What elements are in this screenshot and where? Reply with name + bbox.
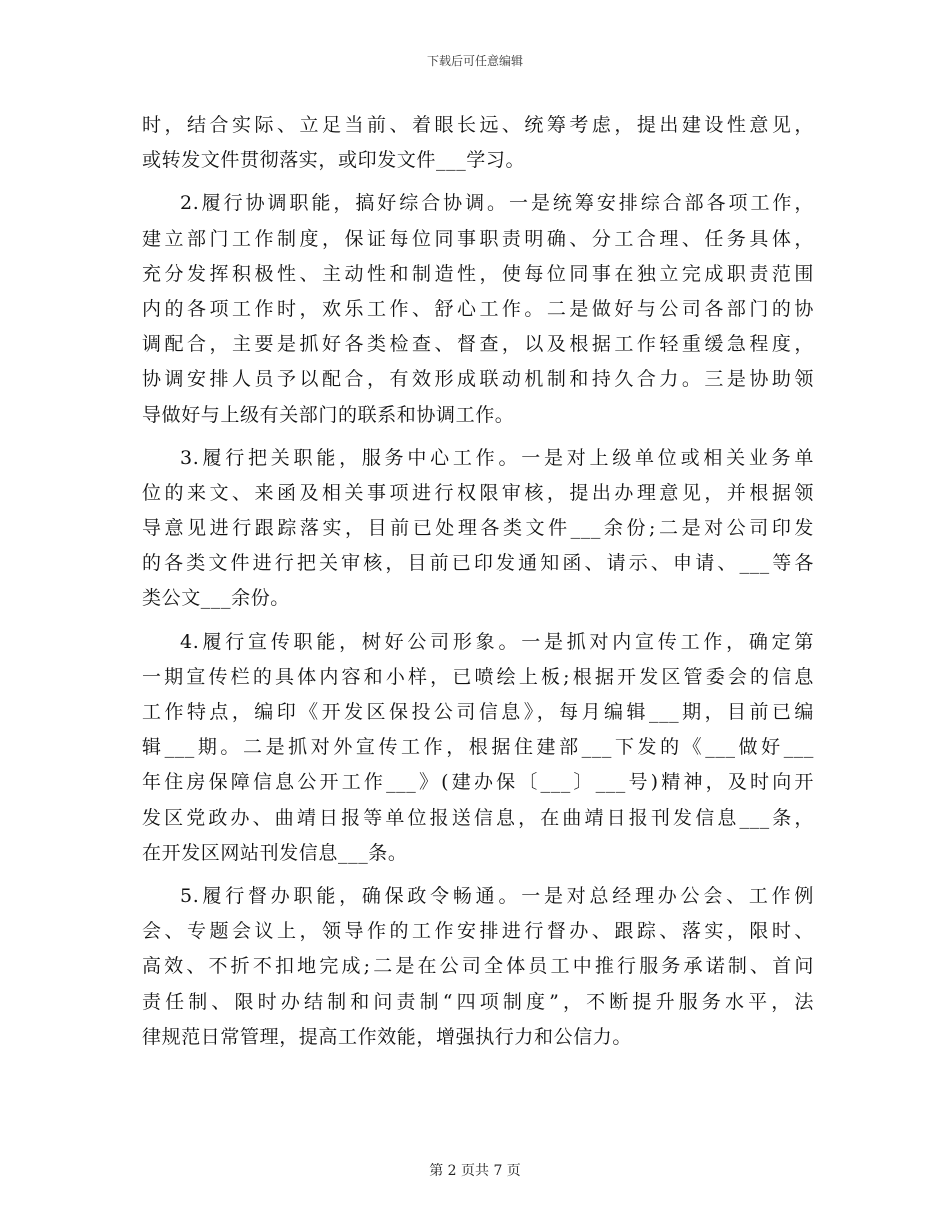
document-body xyxy=(142,108,814,1055)
text-line: 导做好与上级有关部门的联系和协调工作。 xyxy=(142,403,515,426)
text-line: 导意见进行跟踪落实，目前已处理各类文件___余份;二是对公司印发 xyxy=(142,517,814,540)
paragraph xyxy=(142,108,814,178)
text-line: 发区党政办、曲靖日报等单位报送信息，在曲靖日报刊发信息___条， xyxy=(142,806,814,829)
text-line: 辑___期。二是抓对外宣传工作，根据住建部___下发的《___做好___ xyxy=(142,736,814,759)
text-line: 时，结合实际、立足当前、着眼长远、统筹考虑，提出建设性意见， xyxy=(142,114,814,136)
text-line: 协调安排人员予以配合，有效形成联动机制和持久合力。三是协助领 xyxy=(142,368,814,391)
text-line: 的各类文件进行把关审核，目前已印发通知函、请示、申请、___等各 xyxy=(142,552,814,575)
page-header-note: 下载后可任意编辑 xyxy=(426,54,523,68)
text-line: 3.履行把关职能，服务中心工作。一是对上级单位或相关业务单 xyxy=(180,446,814,469)
text-line: 位的来文、来函及相关事项进行权限审核，提出办理意见，并根据领 xyxy=(142,481,814,504)
text-line: 会、专题会议上，领导作的工作安排进行督办、跟踪、落实，限时、 xyxy=(142,920,814,943)
text-line: 5.履行督办职能，确保政令畅通。一是对总经理办公会、工作例 xyxy=(180,884,814,907)
text-line: 年住房保障信息公开工作___》(建办保〔___〕___号)精神，及时向开 xyxy=(142,771,814,794)
text-line: 4.履行宣传职能，树好公司形象。一是抓对内宣传工作，确定第 xyxy=(180,630,814,653)
text-line: 责任制、限时办结制和问责制“四项制度”，不断提升服务水平，法 xyxy=(142,990,814,1013)
text-line: 工作特点，编印《开发区保投公司信息》，每月编辑___期，目前已编 xyxy=(142,701,814,723)
text-line: 在开发区网站刊发信息___条。 xyxy=(142,841,408,864)
paragraph xyxy=(142,186,814,432)
paragraph xyxy=(142,625,814,871)
text-line: 或转发文件贯彻落实，或印发文件___学习。 xyxy=(142,149,526,172)
text-line: 一期宣传栏的具体内容和小样，已喷绘上板;根据开发区管委会的信息 xyxy=(142,665,814,688)
text-line: 内的各项工作时，欢乐工作、舒心工作。二是做好与公司各部门的协 xyxy=(142,297,814,320)
text-line: 类公文___余份。 xyxy=(142,587,290,610)
paragraph xyxy=(142,441,814,617)
page-number: 第 2 页共 7 页 xyxy=(429,1163,521,1179)
text-line: 2.履行协调职能，搞好综合协调。一是统筹安排综合部各项工作， xyxy=(180,192,814,215)
paragraph xyxy=(142,879,814,1055)
text-line: 高效、不折不扣地完成;二是在公司全体员工中推行服务承诺制、首问 xyxy=(142,955,814,978)
text-line: 建立部门工作制度，保证每位同事职责明确、分工合理、任务具体， xyxy=(142,227,814,250)
text-line: 律规范日常管理，提高工作效能，增强执行力和公信力。 xyxy=(142,1025,633,1048)
text-line: 调配合，主要是抓好各类检查、督查，以及根据工作轻重缓急程度， xyxy=(142,333,814,356)
text-line: 充分发挥积极性、主动性和制造性，使每位同事在独立完成职责范围 xyxy=(142,262,814,285)
